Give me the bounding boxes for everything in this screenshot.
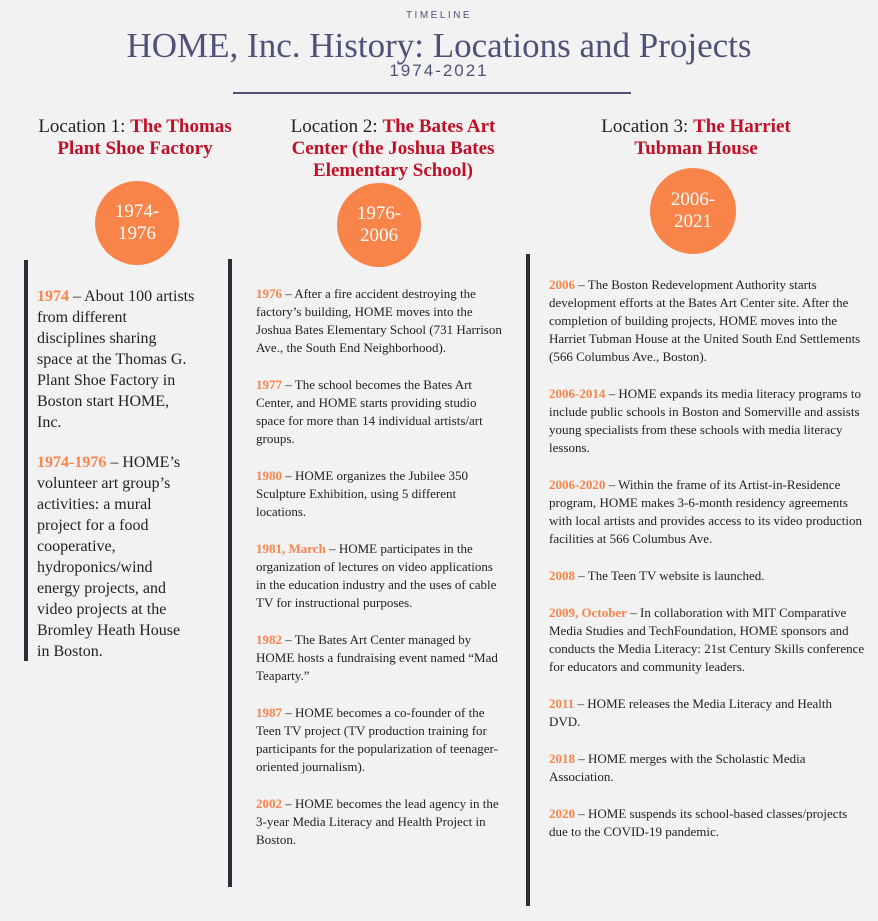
location-2-years-line2: 2006 [359, 225, 398, 246]
location-2-years-badge [337, 183, 421, 267]
timeline-entry [549, 695, 865, 731]
entry-year: 1980 [256, 468, 282, 483]
location-3-name-line2: Tubman House [634, 138, 758, 159]
entry-year: 1977 [256, 377, 282, 392]
location-2-heading [268, 116, 518, 182]
entry-year: 2006 [549, 277, 575, 292]
entry-text: – HOME suspends its school-based classes/projects due to the COVID-19 pandemic. [549, 806, 848, 839]
entry-text: – The Bates Art Center managed by HOME hosts a fundraising event named “Mad Teaparty.” [256, 632, 498, 683]
timeline-entry [549, 276, 865, 366]
timeline-entry [256, 704, 506, 776]
entry-text: – HOME releases the Media Literacy and Health DVD. [549, 696, 833, 729]
timeline-entry [549, 750, 865, 786]
entry-year: 2008 [549, 568, 575, 583]
location-1-entries [37, 286, 195, 681]
location-2-name-line2: Center (the Joshua Bates [291, 138, 495, 159]
entry-year: 2006-2020 [549, 477, 606, 492]
timeline-entry [549, 567, 865, 585]
entry-year: 1982 [256, 632, 282, 647]
entry-text: – Within the frame of its Artist-in-Residence program, HOME makes 3-6-month residency agreements with local artists and provides access to its video production facilities at 566 Columbus Ave. [549, 477, 863, 546]
location-1-years-line1: 1974- [114, 201, 160, 222]
timeline-entry [549, 385, 865, 457]
timeline-entry [256, 795, 506, 849]
entry-text: – The Teen TV website is launched. [575, 568, 765, 583]
timeline-entry [37, 286, 195, 433]
location-1-years-line2: 1976 [117, 223, 156, 244]
location-1-heading [10, 116, 260, 160]
location-3-name-line1: The Harriet [693, 116, 791, 137]
location-3-years-line1: 2006- [670, 189, 716, 210]
timeline-entry [256, 631, 506, 685]
timeline-entry [256, 285, 506, 357]
timeline-entry [549, 604, 865, 676]
location-2-prefix: Location 2: [290, 116, 383, 137]
page-title: HOME, Inc. History: Locations and Projects [126, 26, 752, 65]
entry-text: – HOME expands its media literacy programs to include public schools in Boston and Somerville and assists young specialists from these schools with media literacy lessons. [549, 386, 861, 455]
location-1-name-line2: Plant Shoe Factory [57, 138, 213, 159]
timeline-entry [549, 476, 865, 548]
location-3-years-badge [650, 168, 736, 254]
entry-year: 2020 [549, 806, 575, 821]
entry-year: 1987 [256, 705, 282, 720]
entry-year: 2009, October [549, 605, 627, 620]
timeline-entry [256, 540, 506, 612]
timeline-entry [256, 376, 506, 448]
location-2-name-line3: Elementary School) [313, 160, 473, 181]
location-1-name-line1: The Thomas [130, 116, 232, 137]
eyebrow-label: TIMELINE [405, 10, 473, 21]
location-3-heading [571, 116, 821, 160]
location-3-timeline-line [526, 254, 530, 906]
timeline-entry [37, 452, 195, 662]
entry-year: 2006-2014 [549, 386, 606, 401]
location-1-timeline-line [24, 260, 28, 661]
location-3-years-line2: 2021 [673, 211, 712, 232]
entry-text: – HOME participates in the organization of lectures on video applications in the education industry and the uses of cable TV for instructional purposes. [256, 541, 497, 610]
location-2-years-line1: 1976- [356, 203, 402, 224]
entry-text: – The Boston Redevelopment Authority starts development efforts at the Bates Art Center site. After the completion of building projects, HOME moves into the Harriet Tubman House at the United South End Settlements (566 Columbus Ave., Boston). [549, 277, 861, 364]
entry-year: 1974 [37, 288, 69, 305]
location-1-prefix: Location 1: [38, 116, 131, 137]
page-subtitle: 1974-2021 [389, 61, 489, 80]
entry-text: – After a fire accident destroying the factory’s building, HOME moves into the Joshua Bates Elementary School (731 Harrison Ave., the South End Neighborhood). [256, 286, 502, 355]
entry-year: 2018 [549, 751, 575, 766]
entry-text: – HOME merges with the Scholastic Media Association. [549, 751, 806, 784]
location-2-entries [256, 285, 506, 868]
entry-year: 2002 [256, 796, 282, 811]
location-3-prefix: Location 3: [601, 116, 694, 137]
timeline-entry [549, 805, 865, 841]
title-divider [233, 92, 631, 94]
location-2-timeline-line [228, 259, 232, 887]
location-3-entries [549, 276, 865, 860]
location-1-years-badge [95, 181, 179, 265]
entry-year: 1976 [256, 286, 282, 301]
entry-text: – About 100 artists from different disciplines sharing space at the Thomas G. Plant Shoe Factory in Boston start HOME, Inc. [37, 288, 195, 431]
entry-year: 1974-1976 [37, 454, 107, 471]
entry-text: – HOME becomes a co-founder of the Teen TV project (TV production training for participants for the popularization of teenager-oriented journalism). [256, 705, 498, 774]
timeline-entry [256, 467, 506, 521]
entry-year: 2011 [549, 696, 575, 711]
entry-year: 1981, March [256, 541, 326, 556]
entry-text: – HOME becomes the lead agency in the 3-year Media Literacy and Health Project in Boston. [256, 796, 499, 847]
entry-text: – HOME organizes the Jubilee 350 Sculpture Exhibition, using 5 different locations. [256, 468, 469, 519]
location-2-name-line1: The Bates Art [382, 116, 496, 137]
entry-text: – In collaboration with MIT Comparative Media Studies and TechFoundation, HOME sponsors and conducts the Media Literacy: 21st Century Skills conference for educators and community leaders. [549, 605, 865, 674]
entry-text: – The school becomes the Bates Art Center, and HOME starts providing studio space for more than 14 individual artists/art groups. [256, 377, 483, 446]
entry-text: – HOME’s volunteer art group’s activities: a mural project for a food cooperative, hydroponics/wind energy projects, and video projects at the Bromley Heath House in Boston. [37, 454, 181, 660]
